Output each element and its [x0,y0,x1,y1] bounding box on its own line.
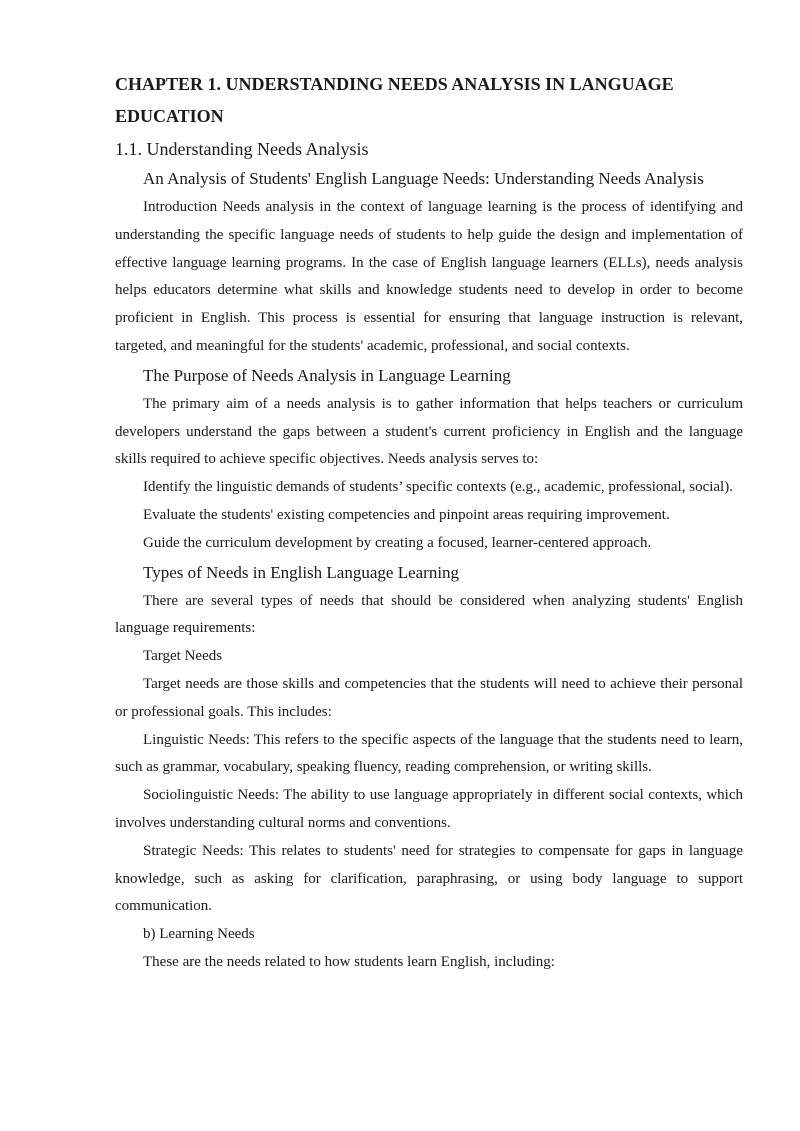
purpose-item-guide: Guide the curriculum development by creating a focused, learner-centered approach. [143,534,652,551]
purpose-item-evaluate: Evaluate the students' existing competencies and pinpoint areas requiring improvement. [143,506,670,523]
target-needs-paragraph: Target needs are those skills and competencies that the students will need to achieve their personal or professional goals. This includes: [115,675,743,720]
purpose-paragraph: The primary aim of a needs analysis is to gather information that helps teachers or curriculum developers understand the gaps between a student's current proficiency in English and the language skills required to achieve specific objectives. Needs analysis serves to: [115,395,743,468]
intro-paragraph: Introduction Needs analysis in the context of language learning is the process of identifying and understanding the specific language needs of students to help guide the design and implementation of effective language learning programs. In the case of English language learners (ELLs), needs analysis helps educators determine what skills and knowledge students need to develop in order to become proficient in English. This process is essential for ensuring that language instruction is relevant, targeted, and meaningful for the students' academic, professional, and social contexts. [115,199,743,354]
subheading-purpose: The Purpose of Needs Analysis in Language Learning [143,365,511,385]
types-paragraph: There are several types of needs that should be considered when analyzing students' English language requirements: [115,592,743,637]
subheading-analysis: An Analysis of Students' English Language Needs: Understanding Needs Analysis [143,169,704,188]
target-needs-label: Target Needs [143,648,223,665]
document-page [115,68,743,977]
sociolinguistic-needs-paragraph: Sociolinguistic Needs: The ability to use language appropriately in different social contexts, which involves understanding cultural norms and conventions. [115,787,743,831]
learning-needs-label: b) Learning Needs [143,926,255,943]
section-title: 1.1. Understanding Needs Analysis [115,139,369,159]
strategic-needs-paragraph: Strategic Needs: This relates to students' need for strategies to compensate for gaps in language knowledge, such as asking for clarification, paraphrasing, or using body language to support communication. [115,842,743,915]
purpose-item-identify: Identify the linguistic demands of students’ specific contexts (e.g., academic, professional, social). [143,479,733,496]
learning-needs-paragraph: These are the needs related to how students learn English, including: [143,953,555,970]
linguistic-needs-paragraph: Linguistic Needs: This refers to the specific aspects of the language that the students need to learn, such as grammar, vocabulary, speaking fluency, reading comprehension, or writing skills. [115,731,743,776]
chapter-title: CHAPTER 1. UNDERSTANDING NEEDS ANALYSIS IN LANGUAGE EDUCATION [115,74,674,126]
subheading-types: Types of Needs in English Language Learning [143,562,460,582]
